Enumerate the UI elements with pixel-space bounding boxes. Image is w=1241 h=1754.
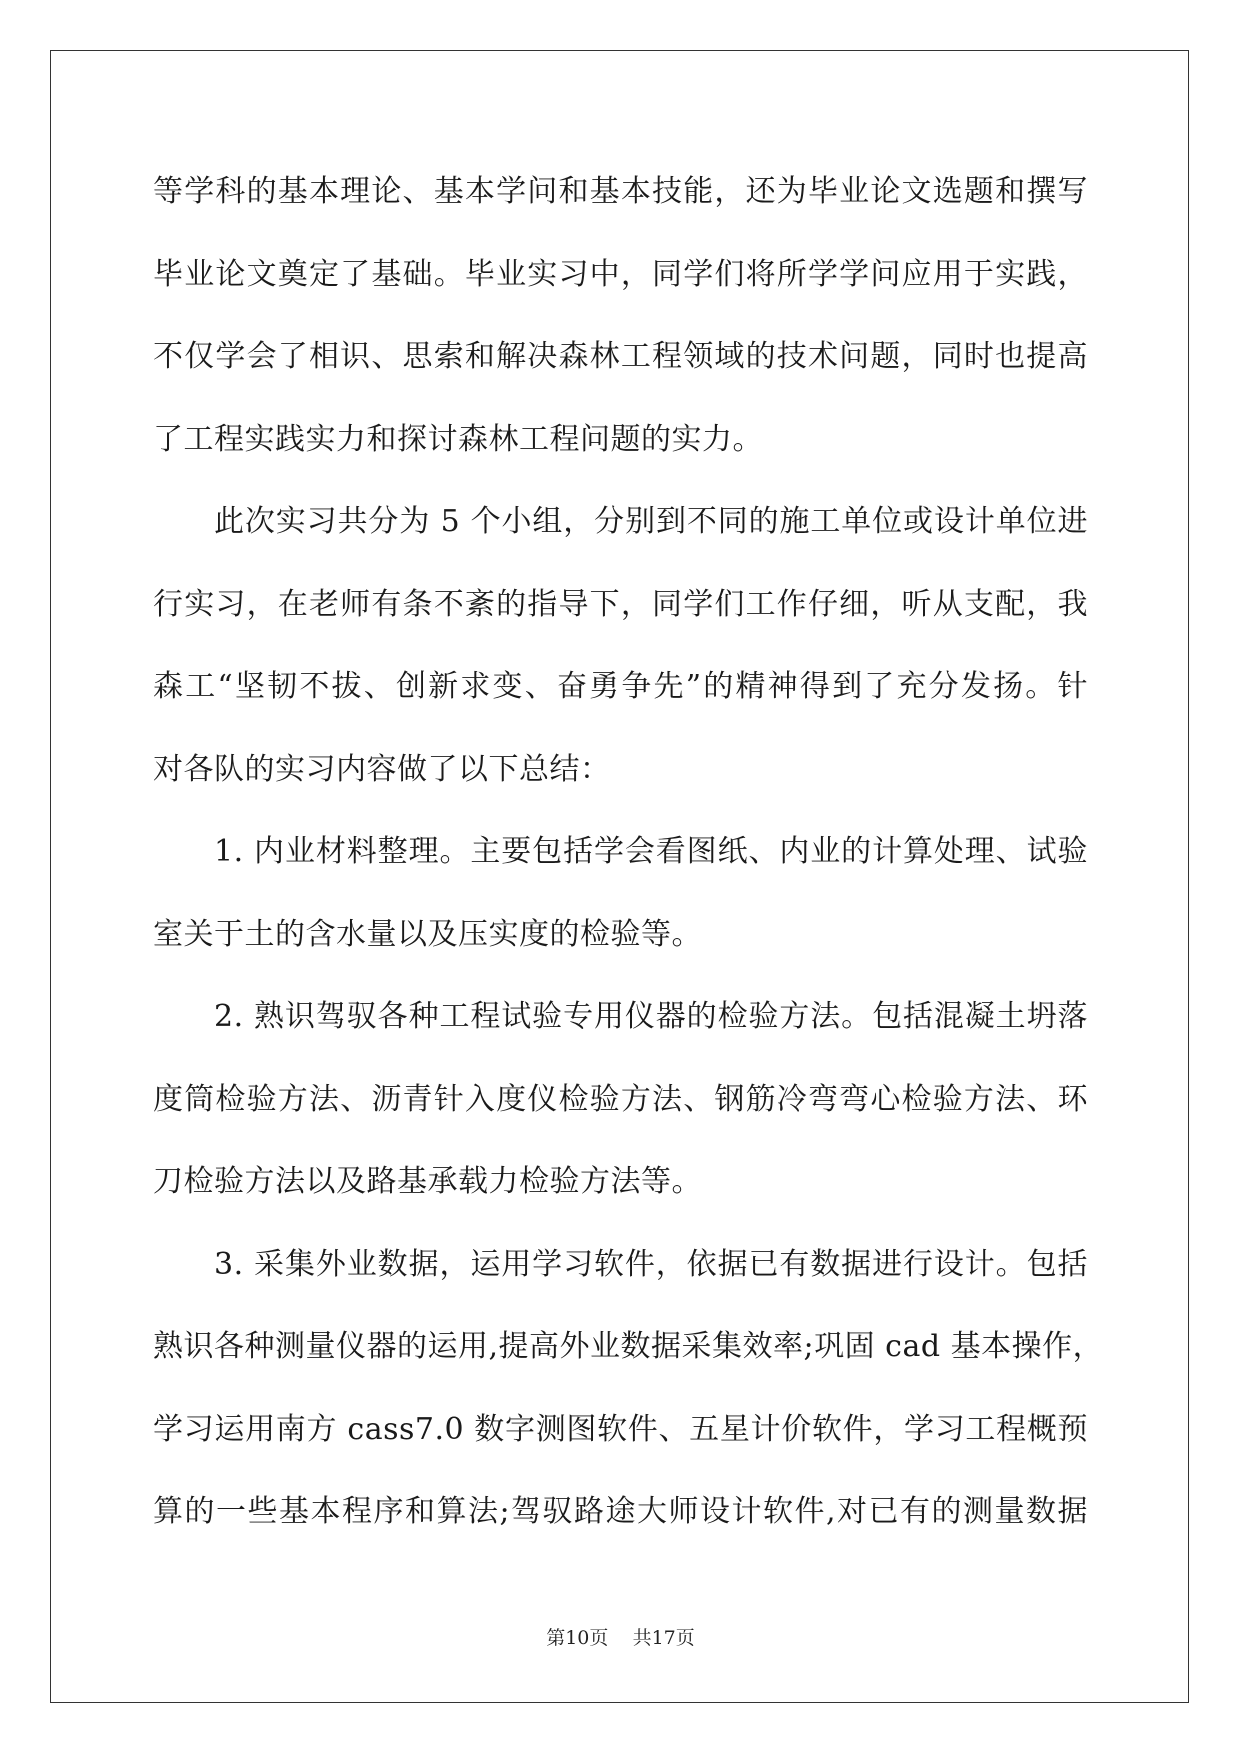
page-number-current: 第10页 [546,1627,609,1649]
page-number-total: 共17页 [632,1627,695,1649]
text-line: 算的一些基本程序和算法;驾驭路途大师设计软件,对已有的测量数据 [153,1494,1088,1529]
text-line: 等学科的基本理论、基本学问和基本技能，还为毕业论文选题和撰写 [153,174,1088,209]
text-line: 学习运用南方 cass7.0 数字测图软件、五星计价软件，学习工程概预 [153,1411,1088,1447]
text-line: 刀检验方法以及路基承载力检验方法等。 [153,1164,702,1199]
text-line: 森工“坚韧不拔、创新求变、奋勇争先”的精神得到了充分发扬。针 [153,669,1088,704]
document-body [153,158,1104,1561]
text-line: 室关于土的含水量以及压实度的检验等。 [153,916,702,952]
text-line: 了工程实践实力和探讨森林工程问题的实力。 [153,421,763,457]
text-line: 2. 熟识驾驭各种工程试验专用仪器的检验方法。包括混凝土坍落 [214,999,1088,1034]
text-line: 度筒检验方法、沥青针入度仪检验方法、钢筋冷弯弯心检验方法、环 [153,1081,1088,1117]
text-line: 熟识各种测量仪器的运用,提高外业数据采集效率;巩固 cad 基本操作， [153,1329,1104,1364]
text-line: 1. 内业材料整理。主要包括学会看图纸、内业的计算处理、试验 [214,834,1088,869]
text-line: 行实习，在老师有条不紊的指导下，同学们工作仔细，听从支配，我 [153,586,1088,622]
text-line: 3. 采集外业数据，运用学习软件，依据已有数据进行设计。包括 [214,1246,1088,1282]
text-line: 此次实习共分为 5 个小组，分别到不同的施工单位或设计单位进 [214,504,1088,539]
text-line: 不仅学会了相识、思索和解决森林工程领域的技术问题，同时也提高 [153,339,1088,374]
page-footer [0,1624,1241,1652]
text-line: 毕业论文奠定了基础。毕业实习中，同学们将所学学问应用于实践， [153,256,1088,292]
text-line: 对各队的实习内容做了以下总结： [153,751,611,787]
